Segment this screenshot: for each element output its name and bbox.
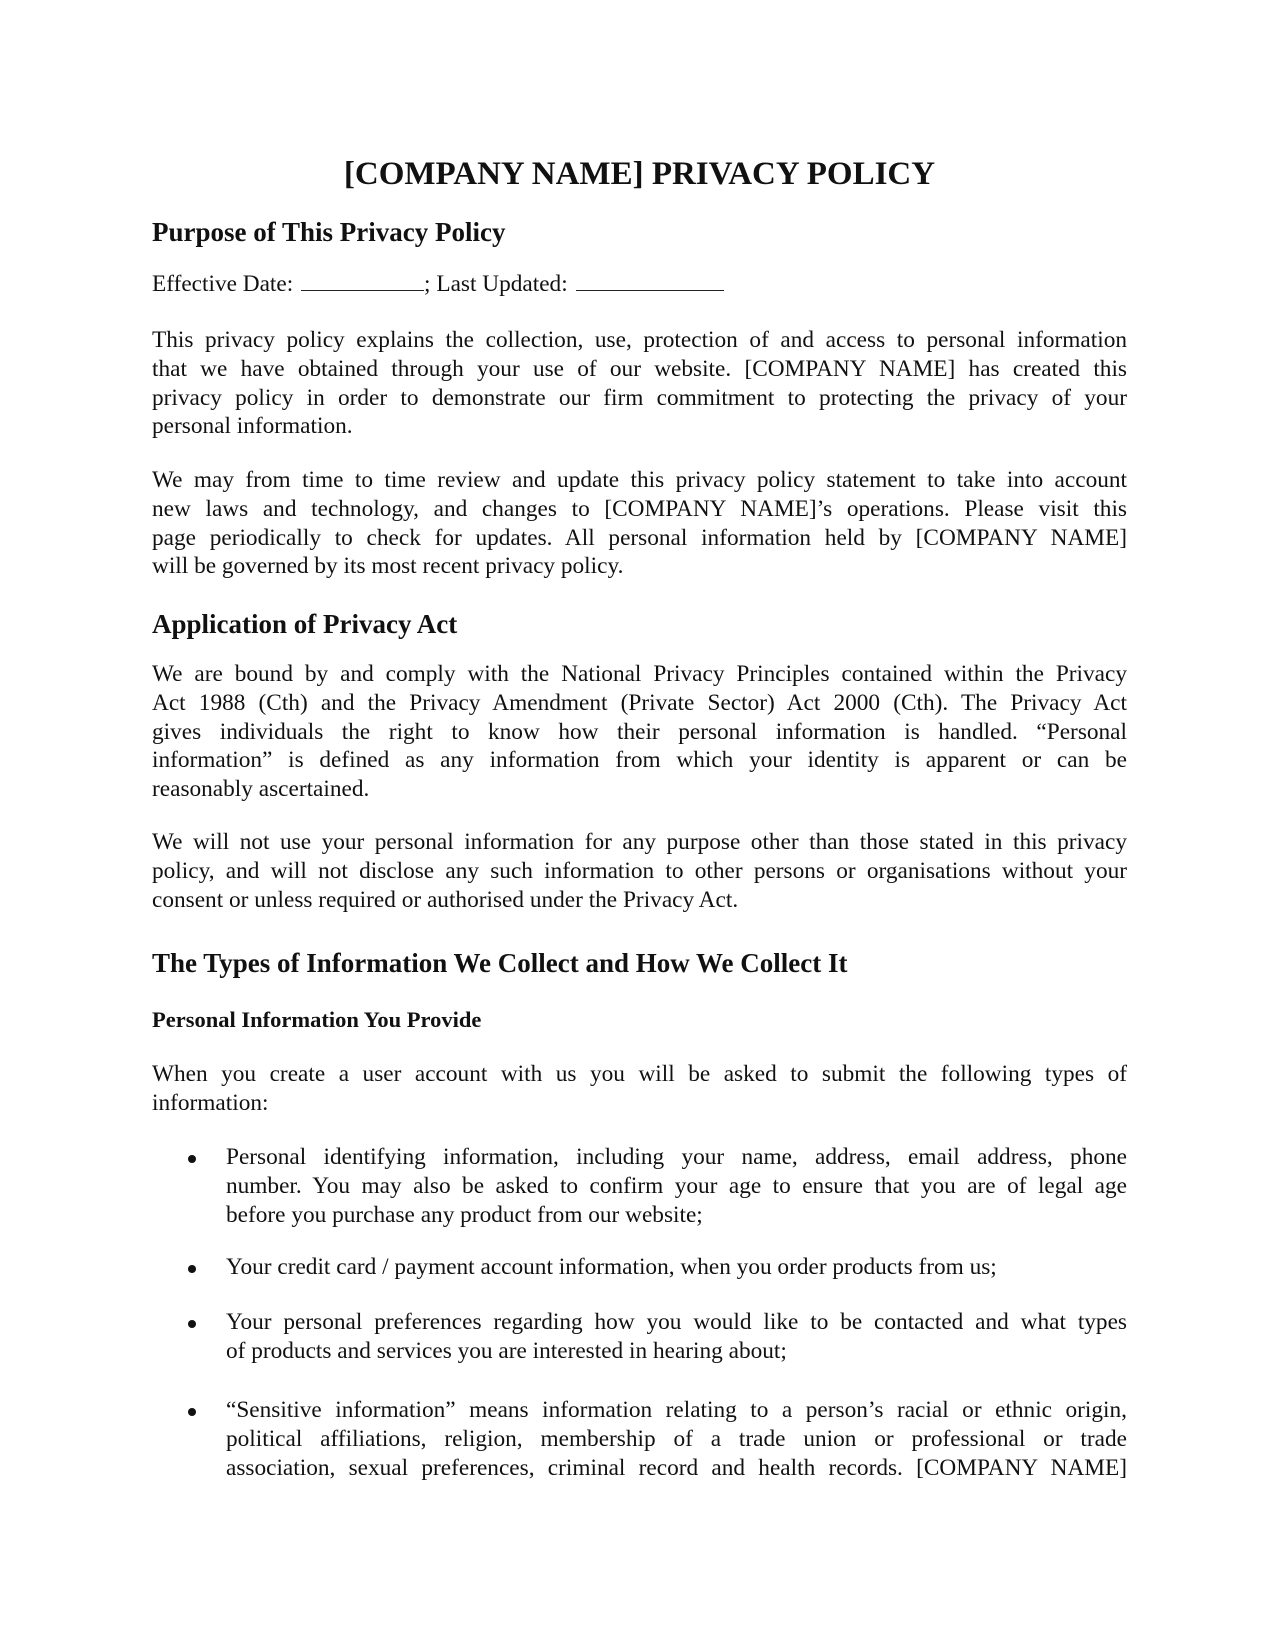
text-line: association, sexual preferences, criminal record and health records. [COMPANY NAME] — [226, 1454, 1127, 1481]
bullet-icon — [188, 1320, 196, 1328]
paragraph-purpose-2 — [152, 466, 1127, 581]
subheading-personal-information: Personal Information You Provide — [152, 1007, 482, 1032]
bullet-icon — [188, 1265, 196, 1273]
text-line: “Sensitive information” means information relating to a person’s racial or ethnic origin, — [226, 1397, 1127, 1423]
text-line: We are bound by and comply with the National Privacy Principles contained within the Privacy — [152, 661, 1127, 687]
text-line: Act 1988 (Cth) and the Privacy Amendment (Private Sector) Act 2000 (Cth). The Privacy Act — [152, 689, 1127, 716]
text-line: Your personal preferences regarding how you would like to be contacted and what types — [226, 1309, 1127, 1335]
effective-date-label: Effective Date: — [152, 271, 294, 297]
text-line: personal information. — [152, 413, 353, 440]
text-line: political affiliations, religion, membership of a trade union or professional or trade — [226, 1425, 1127, 1452]
bullet-icon — [188, 1408, 196, 1416]
paragraph-purpose-1 — [152, 326, 1127, 441]
section-heading-purpose: Purpose of This Privacy Policy — [152, 217, 506, 247]
text-line: gives individuals the right to know how their personal information is handled. “Personal — [152, 718, 1127, 745]
text-line: new laws and technology, and changes to [COMPANY NAME]’s operations. Please visit this — [152, 495, 1127, 522]
last-updated-label: ; Last Updated: — [424, 271, 568, 297]
last-updated-blank[interactable] — [576, 289, 724, 291]
text-line: will be governed by its most recent privacy policy. — [152, 553, 624, 580]
text-line: Your credit card / payment account information, when you order products from us; — [226, 1254, 997, 1280]
paragraph-privacy-act-2 — [152, 828, 1127, 914]
text-line: policy, and will not disclose any such information to other persons or organisations without your — [152, 857, 1127, 884]
bullet-icon — [188, 1155, 196, 1163]
text-line: privacy policy in order to demonstrate our firm commitment to protecting the privacy of your — [152, 384, 1127, 411]
text-line: This privacy policy explains the collection, use, protection of and access to personal information — [152, 327, 1127, 353]
effective-date-line — [152, 270, 1127, 299]
section-heading-privacy-act: Application of Privacy Act — [152, 609, 458, 639]
text-line: consent or unless required or authorised under the Privacy Act. — [152, 886, 739, 913]
text-line: information” is defined as any information from which your identity is apparent or can be — [152, 747, 1127, 774]
text-line: We may from time to time review and update this privacy policy statement to take into account — [152, 467, 1127, 493]
text-line: of products and services you are interested in hearing about; — [226, 1337, 787, 1364]
text-line: We will not use your personal information for any purpose other than those stated in this privacy — [152, 829, 1127, 855]
text-line: before you purchase any product from our website; — [226, 1201, 703, 1228]
section-heading-types-of-information: The Types of Information We Collect and How We Collect It — [152, 948, 848, 978]
text-line: Personal identifying information, including your name, address, email address, phone — [226, 1144, 1127, 1170]
document-title: [COMPANY NAME] PRIVACY POLICY — [343, 156, 936, 192]
effective-date-blank[interactable] — [301, 289, 424, 291]
text-line: number. You may also be asked to confirm your age to ensure that you are of legal age — [226, 1172, 1127, 1199]
text-line: reasonably ascertained. — [152, 776, 370, 803]
paragraph-privacy-act-1 — [152, 660, 1127, 804]
text-line: When you create a user account with us you will be asked to submit the following types of — [152, 1061, 1127, 1087]
text-line: information: — [152, 1089, 269, 1116]
text-line: that we have obtained through your use of our website. [COMPANY NAME] has created this — [152, 355, 1127, 382]
text-line: page periodically to check for updates. All personal information held by [COMPANY NAME] — [152, 524, 1127, 551]
paragraph-account-intro — [152, 1060, 1127, 1118]
